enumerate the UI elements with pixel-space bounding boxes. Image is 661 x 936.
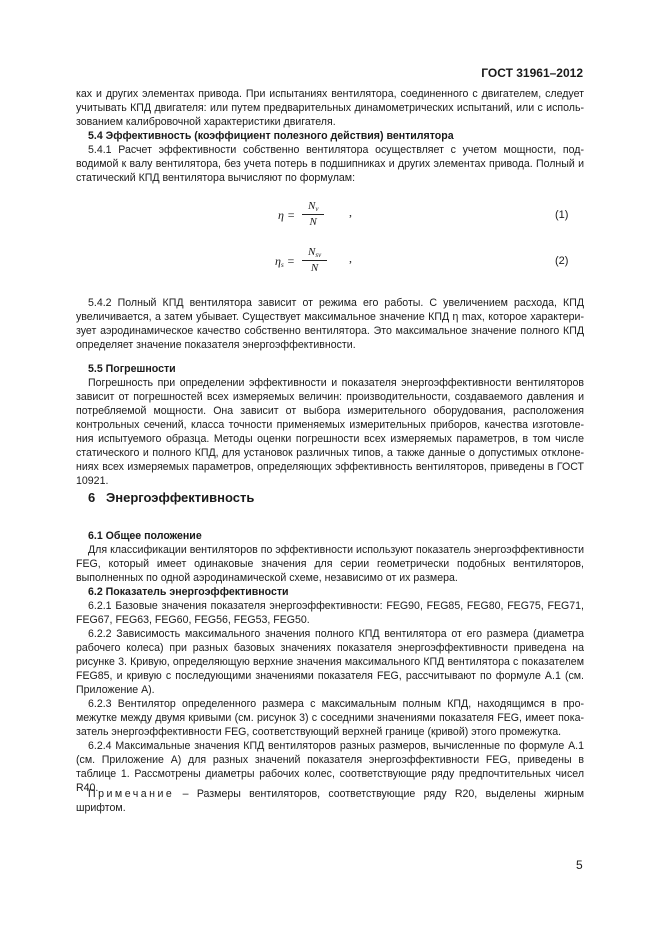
formula-1-lhs: η = [278,208,296,222]
formula-1-fraction: $\frac{N_v}{N}$ [302,200,324,228]
formula-2: $\eta_s$ = $N_{sv}$ N , (2) [275,246,569,274]
formula-2-fraction: $N_{sv}$ N [302,246,327,274]
note-label: Примечание [88,788,175,800]
standard-code: ГОСТ 31961–2012 [481,66,583,80]
heading-5-5: 5.5 Погрешности [88,363,176,375]
chapter-6-heading [76,490,584,505]
paragraph-5-4-1: 5.4.1 Расчет эффективности собственно вентилятора осуществляет с учетом мощности, подводимой к валу вентилятора, без учета потерь в подшипниках и других элементах привода. Полный и статический КПД вентилятора вычисляют по формулам: [76,144,584,184]
page-number: 5 [576,858,583,872]
paragraph-5-4-2: 5.4.2 Полный КПД вентилятора зависит от режима его работы. С увеличением расхода, КПД увеличивается, а затем убывает. Существует максимальное значение КПД η max, которое характеризует аэродинамическое качество собственно вентилятора. Это максимальное значение полного КПД определяет значение показателя энергоэффективности. [76,297,584,351]
chapter-title: Энергоэффективность [106,490,255,505]
section-6 [76,529,584,795]
heading-6-1: 6.1 Общее положение [88,530,202,542]
section-5-4-2 [76,296,584,352]
heading-5-4: 5.4 Эффективность (коэффициент полезного действия) вентилятора [88,130,454,142]
formula-1: η = $\frac{N_v}{N}$ , (1) [278,200,569,228]
formula-2-lhs: $\eta_s$ = [275,254,295,269]
section-5-4 [76,87,584,185]
continued-paragraph: ках и других элементах привода. При испытаниях вентилятора, соединенного с двигателем, следует учитывать КПД двигателя: или путем предварительных динамометрических испытаний, или с использованием калибровочной характеристики двигателя. [76,88,584,128]
paragraph-6-2-4: 6.2.4 Максимальные значения КПД вентиляторов разных размеров, вычисленные по формуле А.1 (см. Приложение А) для разных значений показателя энергоэффективности FEG, приведены в таблице 1. Рассмотрены диаметры рабочих колес, соответствующие ряду предпочтительных чисел R40. [76,740,584,794]
paragraph-6-2-2: 6.2.2 Зависимость максимального значения полного КПД вентилятора от его размера (диаметра рабочего колеса) при разных базовых значениях показателя энергоэффективности приведена на рисунке 3. Кривую, определяющую верхние значения максимального КПД вентилятора с показателем FEG85, и кривую с последующими значениями показателя FEG, рассчитывают по формуле А.1 (см. Приложение А). [76,628,584,696]
formula-1-number: (1) [555,209,569,221]
paragraph-6-2-3: 6.2.3 Вентилятор определенного размера с максимальным полным КПД, находящимся в промежутке между двумя кривыми (см. рисунок 3) с соседними значениями показателя FEG, имеет показатель энергоэффективности FEG, соответствующий верхней границе (кривой) этого промежутка. [76,698,584,738]
section-5-5 [76,362,584,488]
paragraph-6-2-1: 6.2.1 Базовые значения показателя энергоэффективности: FEG90, FEG85, FEG80, FEG75, FEG71, FEG67, FEG63, FEG60, FEG56, FEG53, FEG50. [76,600,584,626]
formula-2-number: (2) [555,255,569,267]
chapter-number: 6 [88,490,96,505]
note [76,787,584,815]
note-text: – Размеры вентиляторов, соответствующие ряду R20, выделены жирным шрифтом. [76,788,584,814]
paragraph-6-1: Для классификации вентиляторов по эффективности используют показатель энергоэффективности FEG, который имеет одинаковые значения для серии геометрически подобных вентиляторов, выполненных по одной аэродинамической схеме, независимо от их размера. [76,544,584,584]
paragraph-5-5: Погрешность при определении эффективности и показателя энергоэффективности вентиляторов зависит от погрешностей всех измеряемых величин: производительности, создаваемого давления и потребляемой мощности. Она зависит от выбора измерительного оборудования, расположения контрольных сечений, класса точности применяемых измерительных приборов, качества изготовления испытуемого образца. Методы оценки погрешности всех измеряемых параметров, в том числе статического и полного КПД, для установок различных типов, а также данные о допустимых отклонениях всех измеряемых параметров, определяющих эффективность вентиляторов, приведены в ГОСТ 10921. [76,377,584,487]
heading-6-2: 6.2 Показатель энергоэффективности [88,586,289,598]
